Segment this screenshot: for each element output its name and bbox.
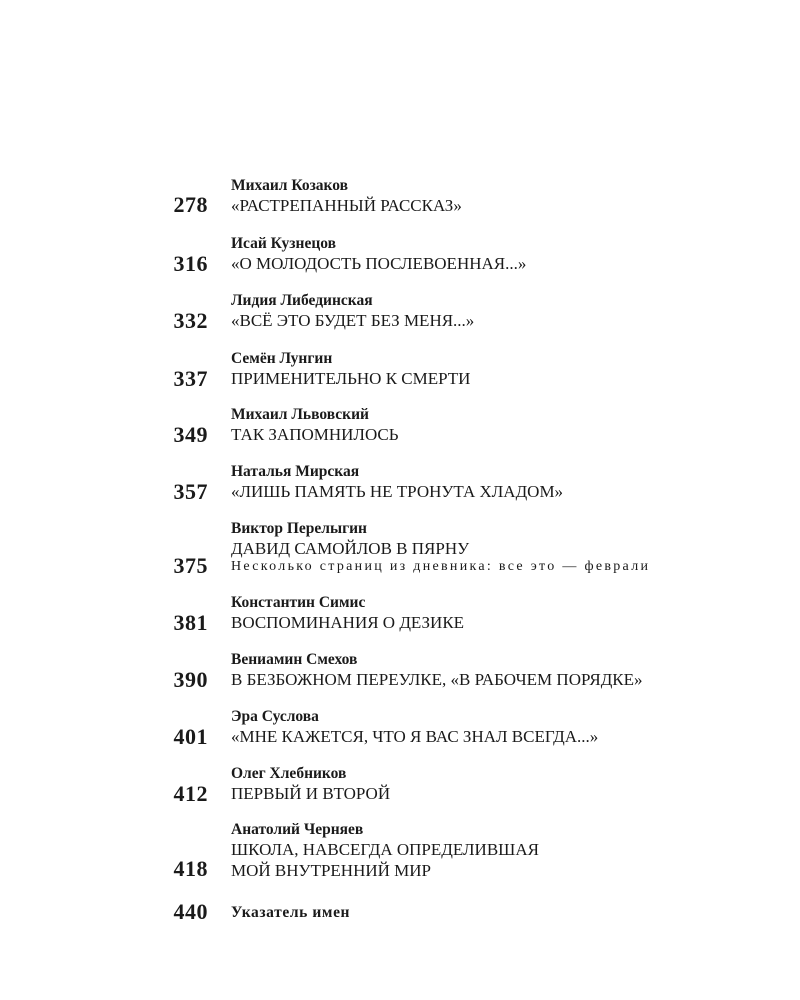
entry-author: Исай Кузнецов <box>231 235 336 252</box>
entry-author: Анатолий Черняев <box>231 821 364 838</box>
entry-title-line2: МОЙ ВНУТРЕННИЙ МИР <box>231 861 431 880</box>
entry-title: ДАВИД САМОЙЛОВ В ПЯРНУ <box>231 539 470 558</box>
entry-title: ТАК ЗАПОМНИЛОСЬ <box>231 425 399 444</box>
entry-author: Михаил Козаков <box>231 177 349 194</box>
entry-title-line1: ШКОЛА, НАВСЕГДА ОПРЕДЕЛИВШАЯ <box>231 840 539 859</box>
entry-title: В БЕЗБОЖНОМ ПЕРЕУЛКЕ, «В РАБОЧЕМ ПОРЯДКЕ» <box>231 670 643 689</box>
entry-title: ПРИМЕНИТЕЛЬНО К СМЕРТИ <box>231 369 471 388</box>
entry-page-number: 375 <box>173 553 208 578</box>
entry-author: Вениамин Смехов <box>231 651 358 668</box>
entry-subtitle: Несколько страниц из дневника: все это — феврали <box>231 559 651 574</box>
entry-author: Лидия Либединская <box>231 292 373 309</box>
entry-page-number: 357 <box>173 479 208 504</box>
entry-author: Олег Хлебников <box>231 765 347 782</box>
entry-author: Виктор Перелыгин <box>231 520 367 537</box>
entry-title: «ВСЁ ЭТО БУДЕТ БЕЗ МЕНЯ...» <box>231 311 475 330</box>
entry-page-number: 401 <box>173 724 208 749</box>
entry-title: «МНЕ КАЖЕТСЯ, ЧТО Я ВАС ЗНАЛ ВСЕГДА...» <box>231 727 599 746</box>
entry-page-number: 332 <box>173 308 208 333</box>
entry-title: ПЕРВЫЙ И ВТОРОЙ <box>231 784 391 803</box>
entry-page-number: 412 <box>173 781 208 806</box>
entry-author: Эра Суслова <box>231 708 319 725</box>
entry-page-number: 316 <box>173 251 208 276</box>
entry-page-number: 349 <box>173 422 208 447</box>
entry-page-number: 278 <box>173 192 208 217</box>
entry-author: Михаил Львовский <box>231 406 369 423</box>
entry-title: «ЛИШЬ ПАМЯТЬ НЕ ТРОНУТА ХЛАДОМ» <box>231 482 564 501</box>
entry-title: «О МОЛОДОСТЬ ПОСЛЕВОЕННАЯ...» <box>231 254 527 273</box>
entry-title: ВОСПОМИНАНИЯ О ДЕЗИКЕ <box>231 613 465 632</box>
entry-author: Семён Лунгин <box>231 350 333 367</box>
index-page-number: 440 <box>173 899 208 924</box>
entry-author: Наталья Мирская <box>231 463 360 480</box>
index-label: Указатель имен <box>231 904 351 921</box>
entry-author: Константин Симис <box>231 594 366 611</box>
entry-page-number: 390 <box>173 667 208 692</box>
entry-page-number: 381 <box>173 610 208 635</box>
entry-title: «РАСТРЕПАННЫЙ РАССКАЗ» <box>231 196 462 215</box>
entry-page-number: 337 <box>173 366 208 391</box>
entry-page-number: 418 <box>173 856 208 881</box>
